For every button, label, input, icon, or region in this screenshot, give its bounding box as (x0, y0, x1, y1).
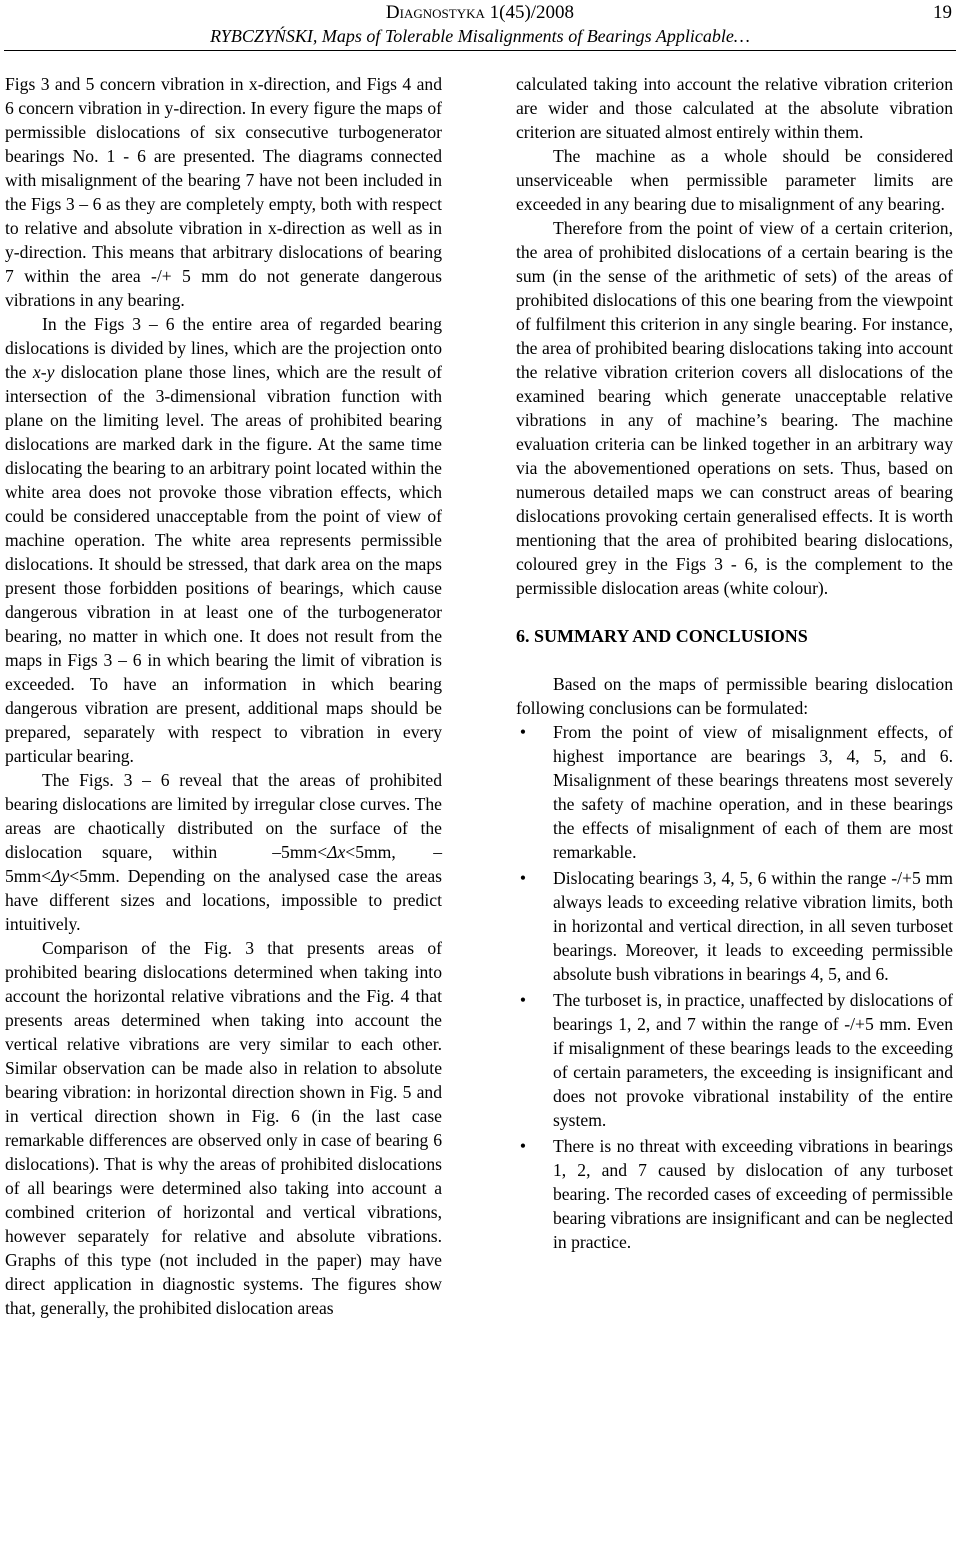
paragraph: Comparison of the Fig. 3 that presents areas of prohibited bearing dislocations determined when taking into account the horizontal relative vibrations and the Fig. 4 that presents areas determined when taking into account the vertical relative vibrations are very similar to each other. Similar observation can be made also in relation to absolute bearing vibration: in horizontal direction shown in Fig. 5 and in vertical direction shown in Fig. 6 (in the last case remarkable differences are observed only in case of bearing 6 dislocations). That is why the areas of prohibited dislocations of all bearings were determined also taking into account a combined criterion of horizontal and vertical vibrations, however separately for relative and absolute vibrations. Graphs of this type (not included in the paper) may have direct application in diagnostic systems. The figures show that, generally, the prohibited dislocation areas (5, 938, 442, 1318)
text-run: <5mm, –5mm< (5, 842, 442, 886)
list-item-text: The turboset is, in practice, unaffected by dislocations of bearings 1, 2, and 7 within the range of -/+5 mm. Even if misalignment of these bearings leads to the exceeding of certain parameters, the exceeding is insignificant and does not provoke vibrational instability of the entire system. (553, 990, 953, 1130)
math-delta-x: Δx (327, 842, 346, 862)
text-run: dislocation plane those lines, which are the result of intersection of the 3-dimensional vibration function with plane on the limiting level. The areas of prohibited bearing dislocations are marked dark in the figure. At the same time dislocating the bearing to an arbitrary point located within the white area does not provoke those vibration effects, which could be considered unacceptable from the point of view of machine operation. The white area represents permissible dislocations. It should be stressed, that dark area on the maps present those forbidden positions of bearings, which cause dangerous vibration in at least one of the turbogenerator bearing, no matter in which one. It does not result from the maps in Figs 3 – 6 in which bearing the limit of vibration is exceeded. To have an information in which bearing dangerous vibration are present, additional maps should be prepared, separately with respect to vibration in every particular bearing. (5, 362, 442, 766)
italic-term: x-y (32, 362, 55, 382)
list-item (516, 988, 953, 1132)
left-column (5, 72, 442, 1320)
paragraph: Figs 3 and 5 concern vibration in x-direction, and Figs 4 and 6 concern vibration in y-direction. In every figure the maps of permissible dislocations of six consecutive turbogenerator bearings No. 1 - 6 are presented. The diagrams connected with misalignment of the bearing 7 have not been included in the Figs 3 – 6 as they are completely empty, both with respect to relative and absolute vibration in x-direction as well as in y-direction. This means that arbitrary dislocations of bearing 7 within the area -/+ 5 mm do not generate dangerous vibrations in any bearing. (5, 74, 442, 310)
bullet-icon: • (519, 990, 527, 1010)
journal-name: Diagnostyka (385, 2, 485, 23)
running-title: RYBCZYŃSKI, Maps of Tolerable Misalignments of Bearings Applicable… (210, 26, 750, 46)
list-item (516, 866, 953, 986)
page-header (0, 0, 960, 52)
text-run: In the Figs 3 – 6 the entire area of regarded bearing dislocations is divided by lines, which are the projection onto the (5, 314, 442, 382)
journal-issue: 1(45)/2008 (489, 2, 575, 23)
list-item-text: From the point of view of misalignment effects, of highest importance are bearings 3, 4, 5, and 6. Misalignment of these bearings threatens most severely the safety of machine operation, and in these bearings the effects of misalignment of each of them are most remarkable. (553, 722, 953, 862)
paragraph: The machine as a whole should be considered unserviceable when permissible parameter limits are exceeded in any bearing due to misalignment of any bearing. (516, 146, 953, 214)
text-run: <5mm. Depending on the analysed case the areas have different sizes and locations, impossible to predict intuitively. (5, 866, 442, 934)
section-heading: 6. SUMMARY AND CONCLUSIONS (516, 626, 808, 646)
paragraph: Based on the maps of permissible bearing dislocation following conclusions can be formulated: (516, 674, 953, 718)
paragraph: calculated taking into account the relative vibration criterion are wider and those calculated at the absolute vibration criterion are situated almost entirely within them. (516, 74, 953, 142)
page-number: 19 (933, 2, 952, 23)
paragraph (5, 768, 442, 936)
bullet-icon: • (519, 868, 527, 888)
journal-title (0, 2, 960, 24)
conclusions-list (516, 720, 953, 1254)
list-item (516, 720, 953, 864)
math-delta-y: Δy (51, 866, 70, 886)
text-run: The Figs. 3 – 6 reveal that the areas of prohibited bearing dislocations are limited by irregular close curves. The areas are chaotically distributed on the surface of the dislocation square, within –5mm< (5, 770, 442, 862)
paragraph (5, 312, 442, 768)
bullet-icon: • (519, 1136, 527, 1156)
list-item (516, 1134, 953, 1254)
list-item-text: Dislocating bearings 3, 4, 5, 6 within the range -/+5 mm always leads to exceeding relative vibration limits, both in horizontal and vertical direction, in all seven turboset bearings. Moreover, it leads to exceeding permissible absolute bush vibrations in bearings 4, 5, and 6. (553, 868, 953, 984)
list-item-text: There is no threat with exceeding vibrations in bearings 1, 2, and 7 caused by dislocation of any turboset bearing. The recorded cases of exceeding of permissible bearing vibrations are insignificant and can be neglected in practice. (553, 1136, 953, 1252)
paragraph: Therefore from the point of view of a certain criterion, the area of prohibited dislocations of a certain bearing is the sum (in the sense of the arithmetic of sets) of the areas of prohibited dislocations of this one bearing from the viewpoint of fulfilment this criterion in any single bearing. For instance, the area of prohibited bearing dislocations taking into account the relative vibration criterion covers all dislocations of the examined bearing which generate unacceptable relative vibrations in any of machine’s bearing. The machine evaluation criteria can be linked together in an arbitrary way via the abovementioned operations on sets. Thus, based on numerous detailed maps we can construct areas of bearing dislocations provoking certain generalised effects. It is worth mentioning that the area of prohibited bearing dislocations, coloured grey in the Figs 3 - 6, is the complement to the permissible dislocation areas (white colour). (516, 218, 953, 598)
right-column (516, 72, 953, 1256)
header-rule (4, 50, 956, 51)
bullet-icon: • (519, 722, 527, 742)
